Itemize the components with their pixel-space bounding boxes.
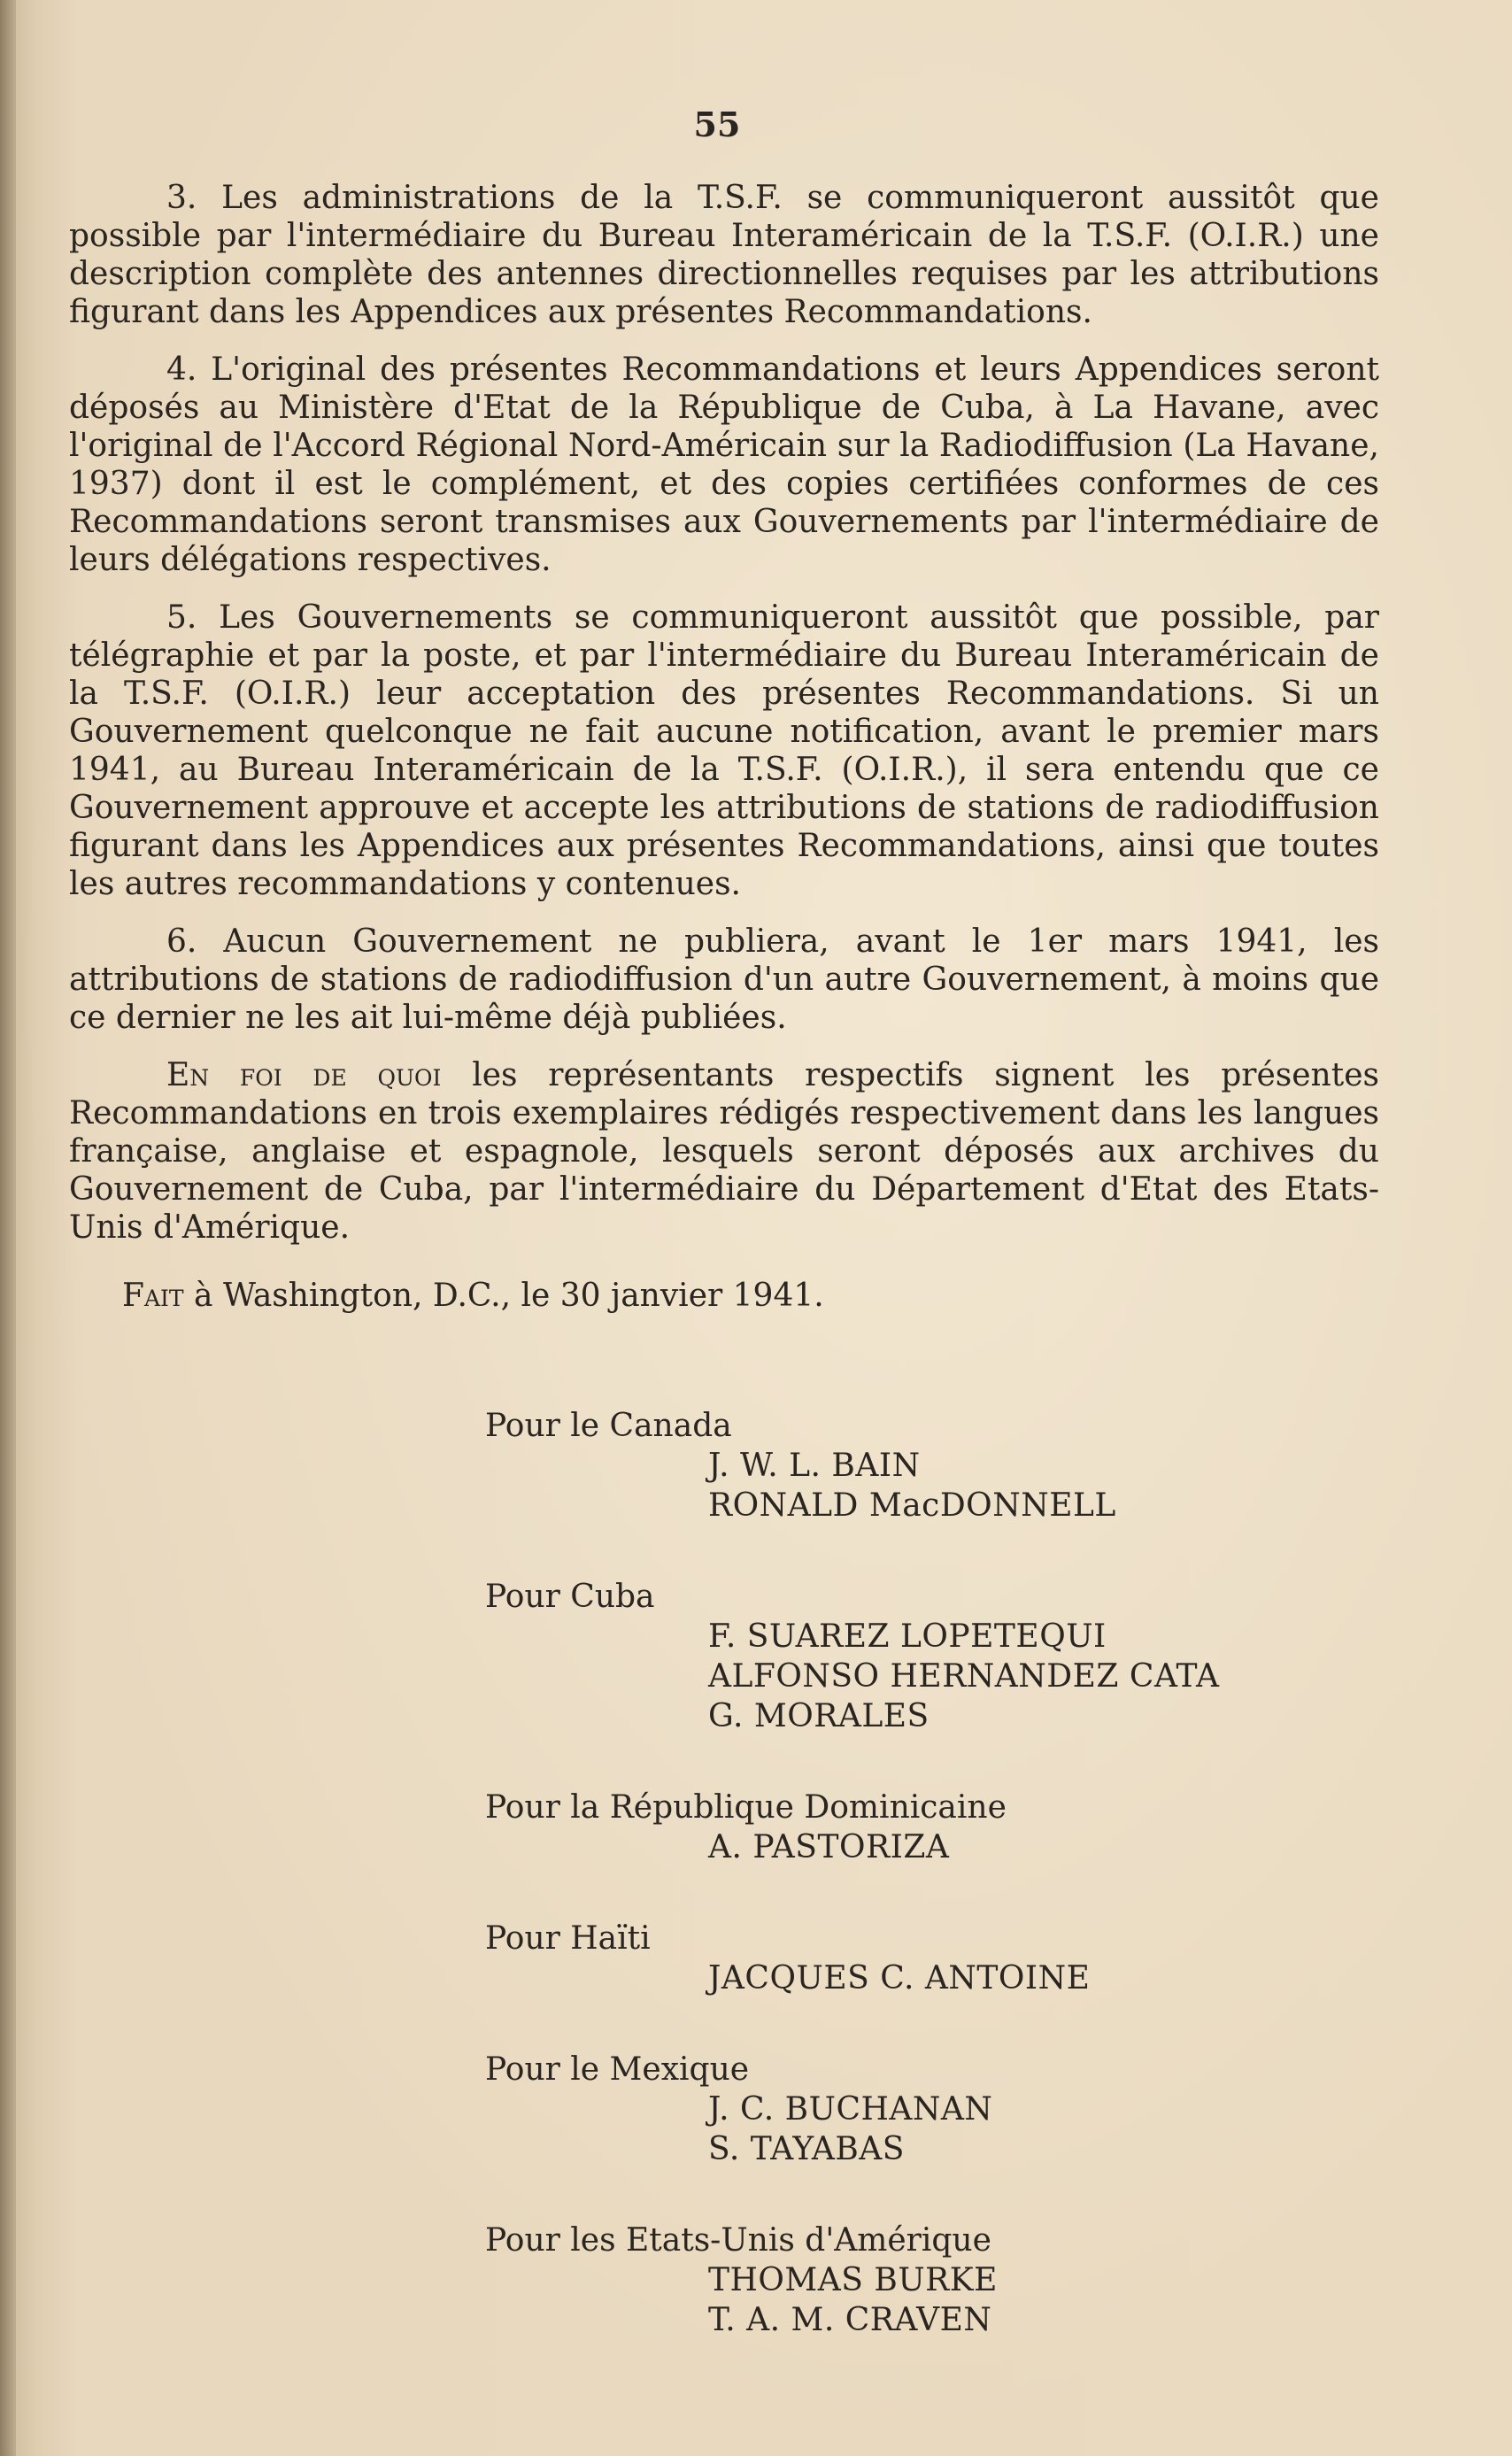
signatory-haiti bbox=[485, 1919, 1370, 1998]
signer-name: RONALD MacDONNELL bbox=[708, 1487, 1116, 1524]
paragraph-5: 5. Les Gouvernements se communiqueront aussitôt que possible, par télégraphie et par la poste, et par l'intermédiaire du Bureau Interaméricain de la T.S.F. (O.I.R.) leur acceptation des présentes Recommandations. Si un Gouvernement quelconque ne fait aucune notification, avant le premier mars 1941, au Bureau Interaméricain de la T.S.F. (O.I.R.), il sera entendu que ce Gouvernement approuve et accepte les attributions de stations de radiodiffusion figurant dans les Appendices aux présentes Recommandations, ainsi que toutes les autres recommandations y contenues. bbox=[69, 599, 1379, 902]
signer-list bbox=[708, 1446, 1370, 1525]
signer-list bbox=[708, 1958, 1370, 1998]
binding-edge bbox=[0, 0, 16, 2456]
body-text bbox=[69, 179, 1379, 1315]
country-label: Pour Cuba bbox=[485, 1579, 655, 1615]
paragraph-6: 6. Aucun Gouvernement ne publiera, avant le 1er mars 1941, les attributions de stations de radiodiffusion d'un autre Gouvernement, à moins que ce dernier ne les ait lui-même déjà publiées. bbox=[69, 923, 1379, 1036]
signer-name: J. C. BUCHANAN bbox=[708, 2091, 993, 2128]
in-witness-paragraph bbox=[69, 1056, 1379, 1247]
signer-list bbox=[708, 2089, 1370, 2169]
signer-list bbox=[708, 1617, 1370, 1736]
signer-name: S. TAYABAS bbox=[708, 2131, 905, 2167]
in-witness-lead: En foi de quoi bbox=[166, 1057, 442, 1093]
signatory-mexico bbox=[485, 2050, 1370, 2169]
signatory-united-states bbox=[485, 2220, 1370, 2340]
country-label: Pour les Etats-Unis d'Amérique bbox=[485, 2222, 991, 2259]
page-number: 55 bbox=[693, 104, 741, 144]
signer-name: F. SUAREZ LOPETEQUI bbox=[708, 1618, 1107, 1655]
signer-name: T. A. M. CRAVEN bbox=[708, 2302, 992, 2338]
signer-name: ALFONSO HERNANDEZ CATA bbox=[708, 1658, 1220, 1695]
signature-block bbox=[485, 1406, 1370, 2391]
paragraph-3: 3. Les administrations de la T.S.F. se communiqueront aussitôt que possible par l'intermédiaire du Bureau Interaméricain de la T.S.F. (O.I.R.) une description complète des antennes directionnelles requises par les attributions figurant dans les Appendices aux présentes Recommandations. bbox=[69, 180, 1379, 330]
country-label: Pour le Mexique bbox=[485, 2051, 750, 2088]
signer-name: THOMAS BURKE bbox=[708, 2262, 998, 2298]
signatory-dominican-republic bbox=[485, 1788, 1370, 1867]
signer-list bbox=[708, 2260, 1370, 2340]
done-at-line bbox=[69, 1277, 1379, 1315]
done-at-text: à Washington, D.C., le 30 janvier 1941. bbox=[183, 1278, 824, 1314]
signer-name: JACQUES C. ANTOINE bbox=[708, 1960, 1091, 1996]
signer-name: G. MORALES bbox=[708, 1698, 930, 1734]
signatory-cuba bbox=[485, 1577, 1370, 1736]
signer-name: A. PASTORIZA bbox=[708, 1829, 950, 1865]
country-label: Pour la République Dominicaine bbox=[485, 1789, 1007, 1826]
signer-name: J. W. L. BAIN bbox=[708, 1448, 921, 1484]
country-label: Pour Haïti bbox=[485, 1920, 651, 1957]
signer-list bbox=[708, 1827, 1370, 1867]
done-at-lead: Fait bbox=[122, 1278, 184, 1314]
signatory-canada bbox=[485, 1406, 1370, 1525]
paragraph-4: 4. L'original des présentes Recommandations et leurs Appendices seront déposés au Ministère d'Etat de la République de Cuba, à La Havane, avec l'original de l'Accord Régional Nord-Américain sur la Radiodiffusion (La Havane, 1937) dont il est le complément, et des copies certifiées conformes de ces Recommandations seront transmises aux Gouvernements par l'intermédiaire de leurs délégations respectives. bbox=[69, 351, 1379, 578]
in-witness-text: les représentants respectifs signent les présentes Recommandations en trois exemplaires rédigés respectivement dans les langues française, anglaise et espagnole, lesquels seront déposés aux archives du Gouvernement de Cuba, par l'intermédiaire du Département d'Etat des Etats-Unis d'Amérique. bbox=[69, 1057, 1379, 1246]
country-label: Pour le Canada bbox=[485, 1408, 732, 1444]
